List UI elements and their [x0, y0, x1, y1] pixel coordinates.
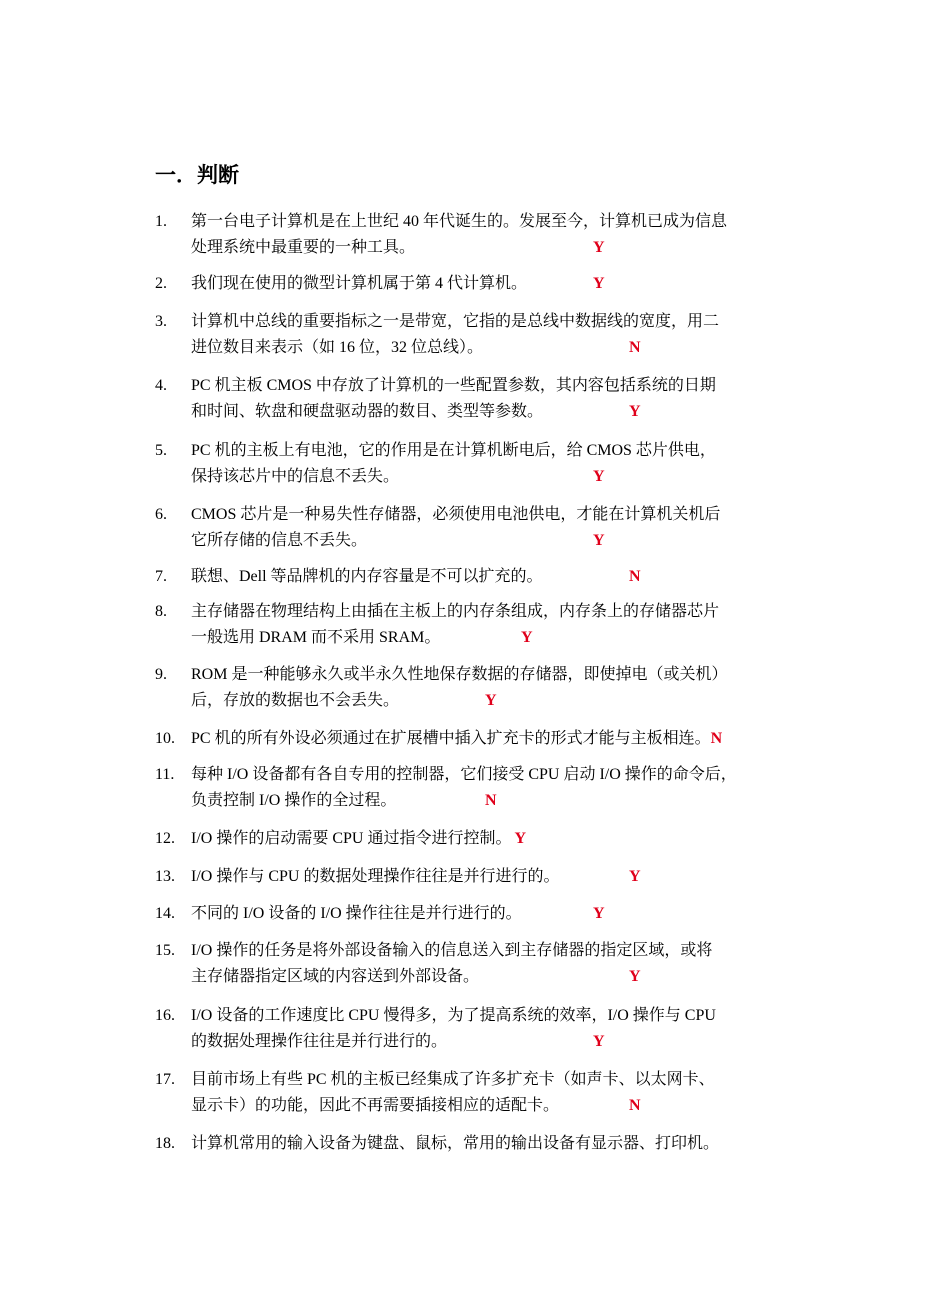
answer-mark: N [710, 730, 723, 747]
question-number: 17. [155, 1071, 175, 1088]
answer-mark: N [629, 339, 641, 356]
question-text-line: I/O 操作的任务是将外部设备输入的信息送入到主存储器的指定区域，或将 [191, 942, 713, 959]
question-item [155, 502, 815, 554]
question-text-line: 它所存储的信息不丢失。 Y [191, 528, 815, 554]
question-text-line: 计算机中总线的重要指标之一是带宽，它指的是总线中数据线的宽度，用二 [191, 313, 720, 330]
question-text-line: 显示卡）的功能，因此不再需要插接相应的适配卡。 N [191, 1093, 815, 1119]
question-text-line: 处理系统中最重要的一种工具。 Y [191, 235, 815, 261]
answer-mark: Y [593, 239, 605, 256]
question-number: 5. [155, 442, 167, 459]
answer-mark: Y [629, 968, 641, 985]
question-item [155, 209, 815, 261]
question-text-line: 不同的 I/O 设备的 I/O 操作往往是并行进行的。 Y [191, 901, 815, 927]
question-item [155, 309, 815, 361]
question-text-line: I/O 操作与 CPU 的数据处理操作往往是并行进行的。 Y [191, 864, 815, 890]
section-title: 一．判断 [155, 163, 239, 187]
question-text-line: PC 机的所有外设必须通过在扩展槽中插入扩充卡的形式才能与主板相连。N [191, 730, 723, 747]
question-text-line: 负责控制 I/O 操作的全过程。 N [191, 788, 815, 814]
answer-mark: Y [514, 830, 527, 847]
question-item [155, 438, 815, 490]
question-text-line: I/O 设备的工作速度比 CPU 慢得多，为了提高系统的效率，I/O 操作与 CPU [191, 1007, 716, 1024]
question-text-line: CMOS 芯片是一种易失性存储器，必须使用电池供电，才能在计算机关机后 [191, 506, 721, 523]
question-text-line: 主存储器指定区域的内容送到外部设备。 Y [191, 964, 815, 990]
question-number: 2. [155, 275, 167, 292]
question-item [155, 564, 815, 590]
question-number: 18. [155, 1135, 175, 1152]
question-text-line: 的数据处理操作往往是并行进行的。 Y [191, 1029, 815, 1055]
question-text-line: 计算机常用的输入设备为键盘、鼠标，常用的输出设备有显示器、打印机。 [191, 1135, 720, 1152]
question-text-line: 目前市场上有些 PC 机的主板已经集成了许多扩充卡（如声卡、以太网卡、 [191, 1071, 715, 1088]
answer-mark: Y [629, 868, 641, 885]
answer-mark: Y [593, 905, 605, 922]
question-item [155, 726, 815, 752]
answer-mark: Y [521, 629, 533, 646]
question-number: 14. [155, 905, 175, 922]
question-number: 11. [155, 766, 175, 783]
question-number: 10. [155, 730, 175, 747]
question-item [155, 901, 815, 927]
question-text-line: PC 机主板 CMOS 中存放了计算机的一些配置参数，其内容包括系统的日期 [191, 377, 716, 394]
answer-mark: Y [629, 403, 641, 420]
question-number: 15. [155, 942, 175, 959]
answer-mark: Y [593, 275, 605, 292]
question-item [155, 762, 815, 814]
question-number: 1. [155, 213, 167, 230]
answer-mark: Y [593, 532, 605, 549]
answer-mark: N [629, 568, 641, 585]
question-item [155, 271, 815, 297]
question-text-line: ROM 是一种能够永久或半永久性地保存数据的存储器，即使掉电（或关机） [191, 666, 728, 683]
question-item [155, 938, 815, 990]
question-text-line: 进位数目来表示（如 16 位，32 位总线）。 N [191, 335, 815, 361]
answer-mark: N [485, 792, 497, 809]
question-number: 9. [155, 666, 167, 683]
question-item [155, 662, 815, 714]
question-number: 6. [155, 506, 167, 523]
question-text-line: 一般选用 DRAM 而不采用 SRAM。 Y [191, 625, 815, 651]
question-text-line: PC 机的主板上有电池，它的作用是在计算机断电后，给 CMOS 芯片供电， [191, 442, 716, 459]
question-item [155, 599, 815, 651]
question-item [155, 1003, 815, 1055]
question-item [155, 864, 815, 890]
question-number: 4. [155, 377, 167, 394]
question-number: 3. [155, 313, 167, 330]
question-item [155, 373, 815, 425]
question-number: 12. [155, 830, 175, 847]
question-number: 7. [155, 568, 167, 585]
question-text-line: 我们现在使用的微型计算机属于第 4 代计算机。 Y [191, 271, 815, 297]
question-text-line: I/O 操作的启动需要 CPU 通过指令进行控制。 Y [191, 830, 527, 847]
question-item [155, 1067, 815, 1119]
question-text-line: 主存储器在物理结构上由插在主板上的内存条组成，内存条上的存储器芯片 [191, 603, 720, 620]
answer-mark: N [629, 1097, 641, 1114]
question-item [155, 826, 815, 852]
question-text-line: 第一台电子计算机是在上世纪 40 年代诞生的。发展至今，计算机已成为信息 [191, 213, 728, 230]
question-number: 13. [155, 868, 175, 885]
answer-mark: Y [485, 692, 497, 709]
answer-mark: Y [593, 468, 605, 485]
question-text-line: 每种 I/O 设备都有各自专用的控制器，它们接受 CPU 启动 I/O 操作的命令后， [191, 766, 737, 783]
question-text-line: 保持该芯片中的信息不丢失。 Y [191, 464, 815, 490]
question-item [155, 1131, 815, 1157]
question-number: 8. [155, 603, 167, 620]
question-text-line: 后，存放的数据也不会丢失。 Y [191, 688, 815, 714]
question-text-line: 和时间、软盘和硬盘驱动器的数目、类型等参数。 Y [191, 399, 815, 425]
answer-mark: Y [593, 1033, 605, 1050]
question-text-line: 联想、Dell 等品牌机的内存容量是不可以扩充的。 N [191, 564, 815, 590]
question-number: 16. [155, 1007, 175, 1024]
